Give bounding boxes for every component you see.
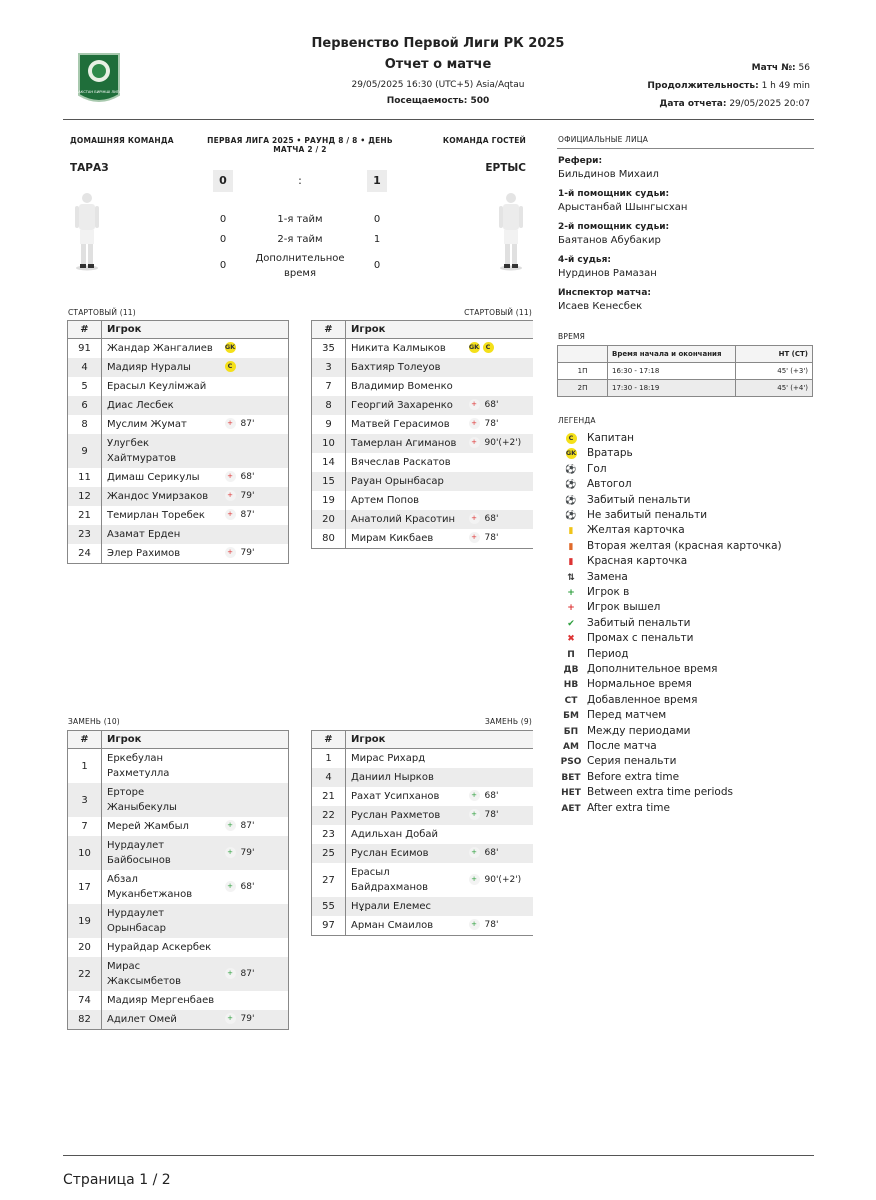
player-number: 21 <box>312 787 346 806</box>
table-row <box>68 525 289 544</box>
player-name: Рауан Орынбасар <box>346 472 464 491</box>
table-row <box>312 529 534 549</box>
after-match-icon: АМ <box>563 742 579 752</box>
player-out-icon: + <box>225 418 236 429</box>
player-name: Мирас Жаксымбетов <box>102 957 220 991</box>
player-in-icon: + <box>225 1013 236 1024</box>
officials-list <box>558 156 687 321</box>
player-name: Анатолий Красотин <box>346 510 464 529</box>
player-number: 4 <box>312 768 346 787</box>
table-row <box>68 506 289 525</box>
player-number: 1 <box>68 749 102 784</box>
own-goal-icon: ⚽ <box>565 480 577 491</box>
yellow-card-icon: ▮ <box>568 526 574 537</box>
player-event <box>220 938 289 957</box>
player-number: 17 <box>68 870 102 904</box>
player-in-icon: + <box>567 588 575 598</box>
player-event <box>464 358 534 377</box>
legend-item-after-match: АМ После матча <box>560 739 582 754</box>
player-out-icon: + <box>469 532 480 543</box>
legend-item-extra-time: ДВ Дополнительное время <box>560 662 582 677</box>
player-number: 25 <box>312 844 346 863</box>
legend-item-yellow-card: ▮ Желтая карточка <box>560 523 582 538</box>
player-event <box>464 825 534 844</box>
player-number: 20 <box>68 938 102 957</box>
table-row <box>68 783 289 817</box>
table-row <box>312 897 534 916</box>
table-row <box>312 415 534 434</box>
player-name: Руслан Рахметов <box>346 806 464 825</box>
player-number: 12 <box>68 487 102 506</box>
player-number: 4 <box>68 358 102 377</box>
legend-item-captain: C Капитан <box>560 431 582 446</box>
player-number: 15 <box>312 472 346 491</box>
player-event: + 68' <box>464 844 534 863</box>
table-row <box>312 916 534 936</box>
player-event <box>220 358 289 377</box>
player-event <box>464 491 534 510</box>
player-name: Нұрали Елемес <box>346 897 464 916</box>
table-row <box>68 468 289 487</box>
player-name: Мадияр Мергенбаев <box>107 995 215 1006</box>
player-name: Еркебулан Рахметулла <box>107 753 170 779</box>
player-number: 1 <box>312 749 346 769</box>
player-name: Бахтияр Толеуов <box>346 358 464 377</box>
player-number: 24 <box>68 544 102 564</box>
table-row <box>68 836 289 870</box>
player-name: Улугбек Хайтмуратов <box>102 434 220 468</box>
player-number: 35 <box>312 339 346 359</box>
player-name: Ерторе Жаныбекулы <box>102 783 220 817</box>
player-name: Димаш Серикулы <box>107 472 200 483</box>
player-number: 3 <box>312 358 346 377</box>
table-row <box>312 339 534 359</box>
match-datetime: 29/05/2025 16:30 (UTC+5) Asia/Aqtau <box>351 80 525 90</box>
normal-time-icon: НВ <box>563 680 579 691</box>
player-number: 14 <box>312 453 346 472</box>
after-et-icon: AET <box>561 803 581 814</box>
home-start-table: # Игрок 91 Жандар Жангалиев GK 4 Мадияр Нуралы C 5 Ерасыл Кеулімжай 6 Диас Лесбек 8 Муслим Жумат + 87' 9 Улугбек Хайтмуратов 11 Димаш Серикулы + 68' 12 Жандос Умирзаков + 79' 21 Темирлан Торебек + 87' 23 Азамат Ерден 24 Элер Рахимов + 79' <box>67 320 289 564</box>
legend-item-goal: ⚽ Гол <box>560 462 582 477</box>
footer-divider <box>63 1155 814 1156</box>
player-event: + 68' <box>464 510 534 529</box>
player-name: Муслим Жумат <box>107 419 187 430</box>
penalty-missed-icon: ⚽ <box>565 511 577 521</box>
table-row <box>68 991 289 1010</box>
report-title: Первенство Первой Лиги РК 2025 <box>311 36 565 51</box>
player-number: 21 <box>68 506 102 525</box>
second-yellow-icon: ▮ <box>568 541 574 552</box>
legend-item-after-et: AET After extra time <box>560 801 582 816</box>
player-name: Адилет Омей <box>102 1010 220 1030</box>
away-kit-icon <box>497 192 525 272</box>
legend-item-between-et: HET Between extra time periods <box>560 785 582 800</box>
table-row <box>312 787 534 806</box>
player-event: + 79' <box>220 544 289 564</box>
player-event: + 90'(+2') <box>464 863 534 897</box>
penalty-check-icon: ✔ <box>567 618 575 629</box>
legend-item-penalty-shootout: PSO Серия пенальти <box>560 754 582 769</box>
table-row <box>68 904 289 938</box>
player-name: Тамерлан Агиманов <box>346 434 464 453</box>
player-number: 74 <box>68 991 102 1010</box>
player-event <box>464 377 534 396</box>
before-match-icon: БМ <box>563 711 579 722</box>
away-subs-label: ЗАМЕНЬ (9) <box>485 717 532 726</box>
officials-divider <box>557 148 814 149</box>
player-name: Ерасыл Байдрахманов <box>351 867 429 893</box>
player-event: + 79' <box>220 836 289 870</box>
player-in-icon: + <box>469 809 480 820</box>
legend-item-period: П Период <box>560 647 582 662</box>
player-event <box>220 749 289 784</box>
player-name: Жандос Умирзаков <box>102 487 220 506</box>
legend-item-before-match: БМ Перед матчем <box>560 708 582 723</box>
player-name: Матвей Герасимов <box>351 419 450 430</box>
player-event: + 79' <box>220 487 289 506</box>
player-event: + 78' <box>464 916 534 936</box>
away-start-label: СТАРТОВЫЙ (11) <box>464 308 532 317</box>
player-out-icon: + <box>225 490 236 501</box>
legend-item-penalty-missed: ⚽ Не забитый пенальти <box>560 508 582 523</box>
legend-item-substitution: ⇅ Замена <box>560 570 582 585</box>
captain-icon: C <box>225 361 236 372</box>
player-event: + 68' <box>220 468 289 487</box>
table-row <box>68 377 289 396</box>
legend-item-normal-time: НВ Нормальное время <box>560 677 582 692</box>
player-event <box>464 768 534 787</box>
player-number: 3 <box>68 783 102 817</box>
page-number: Страница 1 / 2 <box>63 1172 171 1188</box>
player-event <box>464 453 534 472</box>
table-row <box>312 825 534 844</box>
player-number: 7 <box>312 377 346 396</box>
player-event: + 78' <box>464 529 534 549</box>
player-number: 91 <box>68 339 102 359</box>
player-name: Владимир Воменко <box>351 381 453 392</box>
player-event: + 78' <box>464 415 534 434</box>
table-row <box>68 749 289 784</box>
player-in-icon: + <box>225 820 236 831</box>
between-periods-icon: БП <box>563 726 579 737</box>
penalty-miss-icon: ✖ <box>567 634 575 645</box>
player-name: Диас Лесбек <box>102 396 220 415</box>
player-event <box>220 904 289 938</box>
period-icon: П <box>567 649 575 660</box>
away-start-table: # Игрок 35 Никита Калмыков GK C 3 Бахтияр Толеуов 7 Владимир Воменко 8 Георгий Захаренко + 68' 9 Матвей Герасимов + 78' 10 Тамерлан Агиманов + 90'(+2') 14 Вячеслав Раскатов 15 Рауан Орынбасар 19 Артем Попов 20 Анатолий Красотин + 68' 80 Мирам Кикбаев + 78' <box>311 320 533 549</box>
player-in-icon: + <box>469 919 480 930</box>
player-event: + 78' <box>464 806 534 825</box>
player-number: 19 <box>68 904 102 938</box>
score-separator: : <box>298 174 302 187</box>
player-number: 8 <box>68 415 102 434</box>
table-row <box>68 957 289 991</box>
player-in-icon: + <box>225 881 236 892</box>
player-name: Арман Смаилов <box>346 916 464 936</box>
player-number: 80 <box>312 529 346 549</box>
round-info: ПЕРВАЯ ЛИГА 2025 • РАУНД 8 / 8 • ДЕНЬ МАТЧА 2 / 2 <box>207 136 393 154</box>
legend-item-penalty-check: ✔ Забитый пенальти <box>560 616 582 631</box>
match-number: Матч №: 56 <box>751 63 810 73</box>
table-row <box>312 768 534 787</box>
table-row <box>68 415 289 434</box>
home-subs-label: ЗАМЕНЬ (10) <box>68 717 120 726</box>
table-row <box>312 453 534 472</box>
table-row <box>68 870 289 904</box>
table-row <box>68 938 289 957</box>
table-row <box>68 434 289 468</box>
home-subs-table: # Игрок 1 Еркебулан Рахметулла 3 Ерторе Жаныбекулы 7 Мерей Жамбыл + 87' 10 Нурдаулет Байбосынов + 79' 17 Абзал Муканбетжанов + 68' 19 Нурдаулет Орынбасар 20 Нурайдар Аскербек 22 Мирас Жаксымбетов + 87' 74 Мадияр Мергенбаев 82 Адилет Омей + 79' <box>67 730 289 1030</box>
player-in-icon: + <box>469 790 480 801</box>
legend-item-penalty-miss: ✖ Промах с пенальти <box>560 631 582 646</box>
away-score: 1 <box>367 170 387 192</box>
player-event <box>220 377 289 396</box>
table-row <box>312 472 534 491</box>
player-name: Даниил Нырков <box>346 768 464 787</box>
player-event: + 90'(+2') <box>464 434 534 453</box>
player-number: 97 <box>312 916 346 936</box>
player-event: + 87' <box>220 957 289 991</box>
goalkeeper-icon: GK <box>565 449 577 458</box>
header-divider <box>63 119 814 120</box>
player-event <box>220 991 289 1010</box>
home-start-label: СТАРТОВЫЙ (11) <box>68 308 136 317</box>
table-row <box>68 339 289 359</box>
legend-item-before-et: BET Before extra time <box>560 770 582 785</box>
extra-time-icon: ДВ <box>563 665 579 675</box>
player-name: Никита Калмыков <box>351 343 446 354</box>
before-et-icon: BET <box>561 772 581 783</box>
player-out-icon: + <box>469 418 480 429</box>
legend-item-between-periods: БП Между периодами <box>560 724 582 739</box>
player-name: Ерасыл Кеулімжай <box>107 381 207 392</box>
player-out-icon: + <box>469 437 480 448</box>
home-score: 0 <box>213 170 233 192</box>
legend-item-penalty-scored: ⚽ Забитый пенальти <box>560 493 582 508</box>
goal-icon: ⚽ <box>565 464 577 475</box>
player-name: Адильхан Добай <box>351 829 439 840</box>
table-row <box>312 844 534 863</box>
home-kit-icon <box>73 192 101 272</box>
time-title: ВРЕМЯ <box>558 332 586 341</box>
player-event <box>220 339 289 359</box>
home-team-name: ТАРАЗ <box>70 162 109 174</box>
table-row <box>312 863 534 897</box>
player-number: 82 <box>68 1010 102 1030</box>
penalty-shootout-icon: PSO <box>560 757 582 768</box>
away-team-label: КОМАНДА ГОСТЕЙ <box>442 136 526 145</box>
captain-icon: C <box>483 342 494 353</box>
table-row <box>312 358 534 377</box>
player-out-icon: + <box>225 509 236 520</box>
player-name: Элер Рахимов <box>102 544 220 564</box>
report-date: Дата отчета: 29/05/2025 20:07 <box>659 99 810 109</box>
player-event: + 68' <box>220 870 289 904</box>
table-row <box>312 749 534 769</box>
legend-item-goalkeeper: GK Вратарь <box>560 446 582 461</box>
player-name: Руслан Есимов <box>346 844 464 863</box>
player-number: 9 <box>312 415 346 434</box>
player-event: + 87' <box>220 415 289 434</box>
player-number: 20 <box>312 510 346 529</box>
legend-item-own-goal: ⚽ Автогол <box>560 477 582 492</box>
red-card-icon: ▮ <box>568 557 574 568</box>
official-item: Рефери: Бильдинов Михаил <box>558 156 659 180</box>
player-event: + 79' <box>220 1010 289 1030</box>
goalkeeper-icon: GK <box>224 343 236 351</box>
player-name: Мадияр Нуралы <box>102 358 220 377</box>
added-time-icon: СТ <box>564 695 578 706</box>
officials-title: ОФИЦИАЛЬНЫЕ ЛИЦА <box>558 135 649 144</box>
player-event <box>464 897 534 916</box>
player-out-icon: + <box>225 471 236 482</box>
goalkeeper-icon: GK <box>468 343 480 351</box>
legend-item-player-in: + Игрок в <box>560 585 582 600</box>
table-row <box>312 510 534 529</box>
official-item: Инспектор матча: Исаев Кенесбек <box>558 288 651 312</box>
player-out-icon: + <box>567 603 575 614</box>
player-name: Мирам Кикбаев <box>346 529 464 549</box>
player-event: + 68' <box>464 396 534 415</box>
away-team-name: ЕРТЫС <box>485 162 526 174</box>
captain-icon: C <box>560 432 582 447</box>
player-number: 6 <box>68 396 102 415</box>
player-number: 55 <box>312 897 346 916</box>
player-number: 7 <box>68 817 102 836</box>
player-in-icon: + <box>225 847 236 858</box>
table-row <box>68 487 289 506</box>
table-row <box>68 1010 289 1030</box>
player-name: Жандар Жангалиев <box>107 343 213 354</box>
player-event: + 68' <box>464 787 534 806</box>
legend-title: ЛЕГЕНДА <box>558 416 596 425</box>
player-in-icon: + <box>469 874 480 885</box>
table-row <box>312 434 534 453</box>
legend-item-added-time: СТ Добавленное время <box>560 693 582 708</box>
table-row <box>68 396 289 415</box>
official-item: 2-й помощник судьи: Баятанов Абубакир <box>558 222 670 246</box>
player-name: Рахат Усипханов <box>351 791 440 802</box>
player-number: 10 <box>68 836 102 870</box>
player-event <box>220 434 289 468</box>
player-event <box>464 749 534 769</box>
player-event <box>220 783 289 817</box>
attendance: Посещаемость: 500 <box>386 96 490 106</box>
player-number: 10 <box>312 434 346 453</box>
player-name: Георгий Захаренко <box>346 396 464 415</box>
penalty-scored-icon: ⚽ <box>565 495 577 506</box>
player-out-icon: + <box>469 513 480 524</box>
player-name: Мерей Жамбыл <box>107 821 189 832</box>
away-subs-table: # Игрок 1 Мирас Рихард 4 Даниил Нырков 21 Рахат Усипханов + 68' 22 Руслан Рахметов + 78' 23 Адильхан Добай 25 Руслан Есимов + 68' 27 Ерасыл Байдрахманов + 90'(+2') 55 Нұрали Елемес 97 Арман Смаилов + 78' <box>311 730 533 936</box>
substitution-icon: ⇅ <box>567 572 575 583</box>
player-event <box>220 525 289 544</box>
player-event: + 87' <box>220 506 289 525</box>
player-number: 9 <box>68 434 102 468</box>
player-event <box>464 472 534 491</box>
legend-item-red-card: ▮ Красная карточка <box>560 554 582 569</box>
match-duration: Продолжительность: 1 h 49 min <box>647 81 810 91</box>
table-row <box>312 396 534 415</box>
home-team-label: ДОМАШНЯЯ КОМАНДА <box>70 136 174 145</box>
player-event: + 87' <box>220 817 289 836</box>
report-subtitle: Отчет о матче <box>384 57 492 72</box>
player-number: 22 <box>68 957 102 991</box>
player-name: Вячеслав Раскатов <box>351 457 451 468</box>
table-row <box>68 358 289 377</box>
player-number: 23 <box>68 525 102 544</box>
player-name: Темирлан Торебек <box>107 510 205 521</box>
period-row-extra: 0 Дополнительное время 0 <box>219 253 381 279</box>
legend-item-second-yellow: ▮ Вторая желтая (красная карточка) <box>560 539 582 554</box>
player-event <box>464 339 534 359</box>
player-out-icon: + <box>469 399 480 410</box>
time-table: Время начала и окончания HT (CT) 1П 16:30 - 17:18 45' (+3') 2П 17:30 - 18:19 45' (+4') <box>557 345 813 397</box>
player-name: Мирас Рихард <box>351 753 426 764</box>
player-name: Азамат Ерден <box>102 525 220 544</box>
logo-text: КАЗАКСТАН БИРІНШІ ЛИГАСЫ <box>70 90 128 94</box>
player-number: 8 <box>312 396 346 415</box>
player-name: Нурдаулет Орынбасар <box>102 904 220 938</box>
player-out-icon: + <box>225 547 236 558</box>
table-row <box>312 491 534 510</box>
player-number: 22 <box>312 806 346 825</box>
player-name: Абзал Муканбетжанов <box>107 874 193 900</box>
player-name: Нурайдар Аскербек <box>107 942 212 953</box>
official-item: 1-й помощник судьи: Арыстанбай Шынгысхан <box>558 189 688 213</box>
table-row <box>68 817 289 836</box>
legend-item-player-out: + Игрок вышел <box>560 600 582 615</box>
player-event <box>220 396 289 415</box>
player-number: 23 <box>312 825 346 844</box>
player-name: Нурдаулет Байбосынов <box>102 836 220 870</box>
official-item: 4-й судья: Нурдинов Рамазан <box>558 255 657 279</box>
player-number: 19 <box>312 491 346 510</box>
table-row <box>312 806 534 825</box>
player-in-icon: + <box>225 968 236 979</box>
player-number: 27 <box>312 863 346 897</box>
between-et-icon: HET <box>561 788 581 799</box>
table-row <box>312 377 534 396</box>
player-number: 11 <box>68 468 102 487</box>
table-row <box>68 544 289 564</box>
player-name: Артем Попов <box>351 495 420 506</box>
player-in-icon: + <box>469 847 480 858</box>
player-number: 5 <box>68 377 102 396</box>
